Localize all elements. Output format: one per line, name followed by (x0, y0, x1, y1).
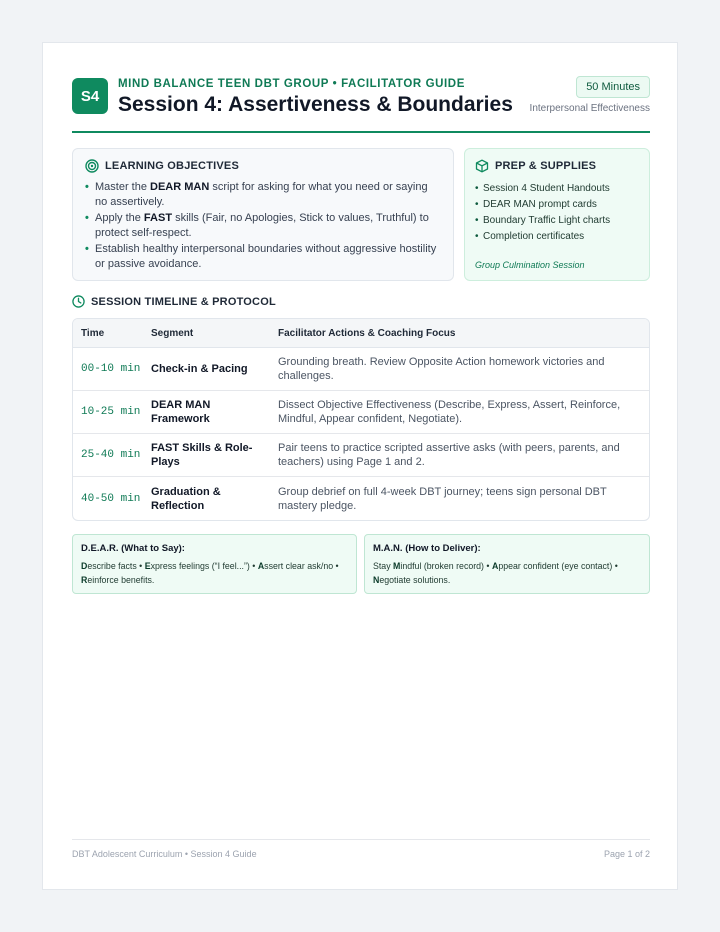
supply-item: • Completion certificates (475, 229, 639, 245)
objective-text: skills (Fair, no Apologies, Stick to values, Truthful) to protect self-respect. (95, 212, 429, 239)
dear-tip-title: D.E.A.R. (What to Say): (81, 543, 185, 554)
dear-tip-box (72, 534, 357, 594)
learning-objectives-card (72, 148, 454, 281)
table-body (73, 348, 649, 520)
col-header-time: Time (81, 327, 105, 339)
prep-heading-text: PREP & SUPPLIES (495, 160, 597, 172)
acronym-letter: A (257, 561, 265, 571)
objective-item (85, 180, 441, 209)
row-time: 10-25 min (81, 406, 141, 418)
duration-badge: 50 Minutes (576, 76, 650, 98)
row-segment: FAST Skills & Role-Plays (151, 442, 253, 468)
prep-supplies-card (464, 148, 650, 281)
man-tip-body (373, 559, 641, 587)
objective-text: Establish healthy interpersonal boundaries without aggressive hostility or passive avoidance. (95, 243, 437, 270)
dear-tip-body (81, 559, 348, 587)
box-icon (475, 159, 489, 173)
timeline-heading (72, 295, 276, 308)
acronym-text: ppear confident (eye contact) • (498, 561, 618, 571)
acronym-letter: R (81, 575, 88, 585)
objective-keyword: FAST (143, 212, 173, 224)
objective-item (85, 242, 441, 271)
row-action: Pair teens to practice scripted assertive asks (with peers, parents, and teachers) using Page 1 and 2. (278, 442, 620, 468)
acronym-text: ssert clear ask/no • (264, 561, 339, 571)
objective-text: script for asking for what you need or saying no assertively. (95, 181, 428, 208)
prep-footnote: Group Culmination Session (475, 260, 585, 270)
overview-cards (72, 148, 650, 281)
session-badge: S4 (72, 78, 108, 114)
timeline-heading-text: SESSION TIMELINE & PROTOCOL (91, 295, 276, 308)
row-action: Dissect Objective Effectiveness (Describe, Express, Assert, Reinforce, Mindful, Appear confident, Negotiate). (278, 399, 621, 425)
page-footer (72, 839, 650, 859)
timeline-table (72, 318, 650, 521)
supply-item: • Boundary Traffic Light charts (475, 213, 639, 229)
man-tip-box (364, 534, 650, 594)
table-row (73, 348, 649, 391)
table-row (73, 477, 649, 520)
table-header (73, 319, 649, 348)
row-action: Group debrief on full 4-week DBT journey; teens sign personal DBT mastery pledge. (278, 485, 607, 512)
supply-item: • DEAR MAN prompt cards (475, 197, 639, 213)
row-time: 40-50 min (81, 492, 141, 505)
row-segment: Check-in & Pacing (151, 363, 248, 375)
supplies-list (475, 181, 639, 245)
acronym-letter: D (81, 561, 88, 571)
objective-keyword: DEAR MAN (150, 181, 210, 193)
row-time: 25-40 min (81, 449, 141, 461)
objective-text: Apply the (95, 212, 144, 224)
page-number: Page 1 of 2 (603, 849, 650, 859)
row-segment: Graduation & Reflection (151, 485, 221, 512)
page-title: Session 4: Assertiveness & Boundaries (118, 93, 513, 116)
col-header-segment: Segment (151, 327, 194, 339)
acronym-text: escribe facts • (87, 561, 145, 571)
acronym-letter: N (373, 575, 380, 585)
acronym-text: xpress feelings (“I feel...”) • (150, 561, 258, 571)
footer-curriculum: DBT Adolescent Curriculum • Session 4 Guide (72, 849, 257, 859)
acronym-text: einforce benefits. (87, 575, 155, 585)
row-segment: DEAR MAN Framework (151, 399, 211, 425)
table-row (73, 391, 649, 434)
module-subtitle: Interpersonal Effectiveness (529, 103, 650, 114)
clock-icon (72, 295, 85, 308)
objectives-heading-text: LEARNING OBJECTIVES (105, 160, 239, 172)
supply-item: • Session 4 Student Handouts (475, 181, 639, 197)
header-divider (72, 131, 650, 133)
man-tip-title: M.A.N. (How to Deliver): (373, 543, 481, 554)
target-icon (85, 159, 99, 173)
acronym-prefix: Stay (373, 561, 394, 571)
objectives-heading (85, 159, 441, 173)
objective-item (85, 211, 441, 240)
table-row (73, 434, 649, 477)
acronym-text: egotiate solutions. (379, 575, 451, 585)
row-time: 00-10 min (81, 363, 141, 375)
acronym-letter: M (393, 561, 401, 571)
skill-tips (72, 534, 650, 594)
prep-heading (475, 159, 639, 173)
program-eyebrow: MIND BALANCE TEEN DBT GROUP • FACILITATOR GUIDE (118, 78, 465, 90)
col-header-actions: Facilitator Actions & Coaching Focus (278, 327, 456, 339)
row-action: Grounding breath. Review Opposite Action homework victories and challenges. (278, 356, 605, 382)
acronym-letter: A (491, 561, 499, 571)
document-page (42, 42, 678, 890)
acronym-letter: E (144, 561, 151, 571)
objective-text: Master the (95, 181, 151, 193)
page-header (72, 76, 650, 132)
acronym-text: indful (broken record) • (400, 561, 492, 571)
objectives-list (85, 180, 441, 271)
